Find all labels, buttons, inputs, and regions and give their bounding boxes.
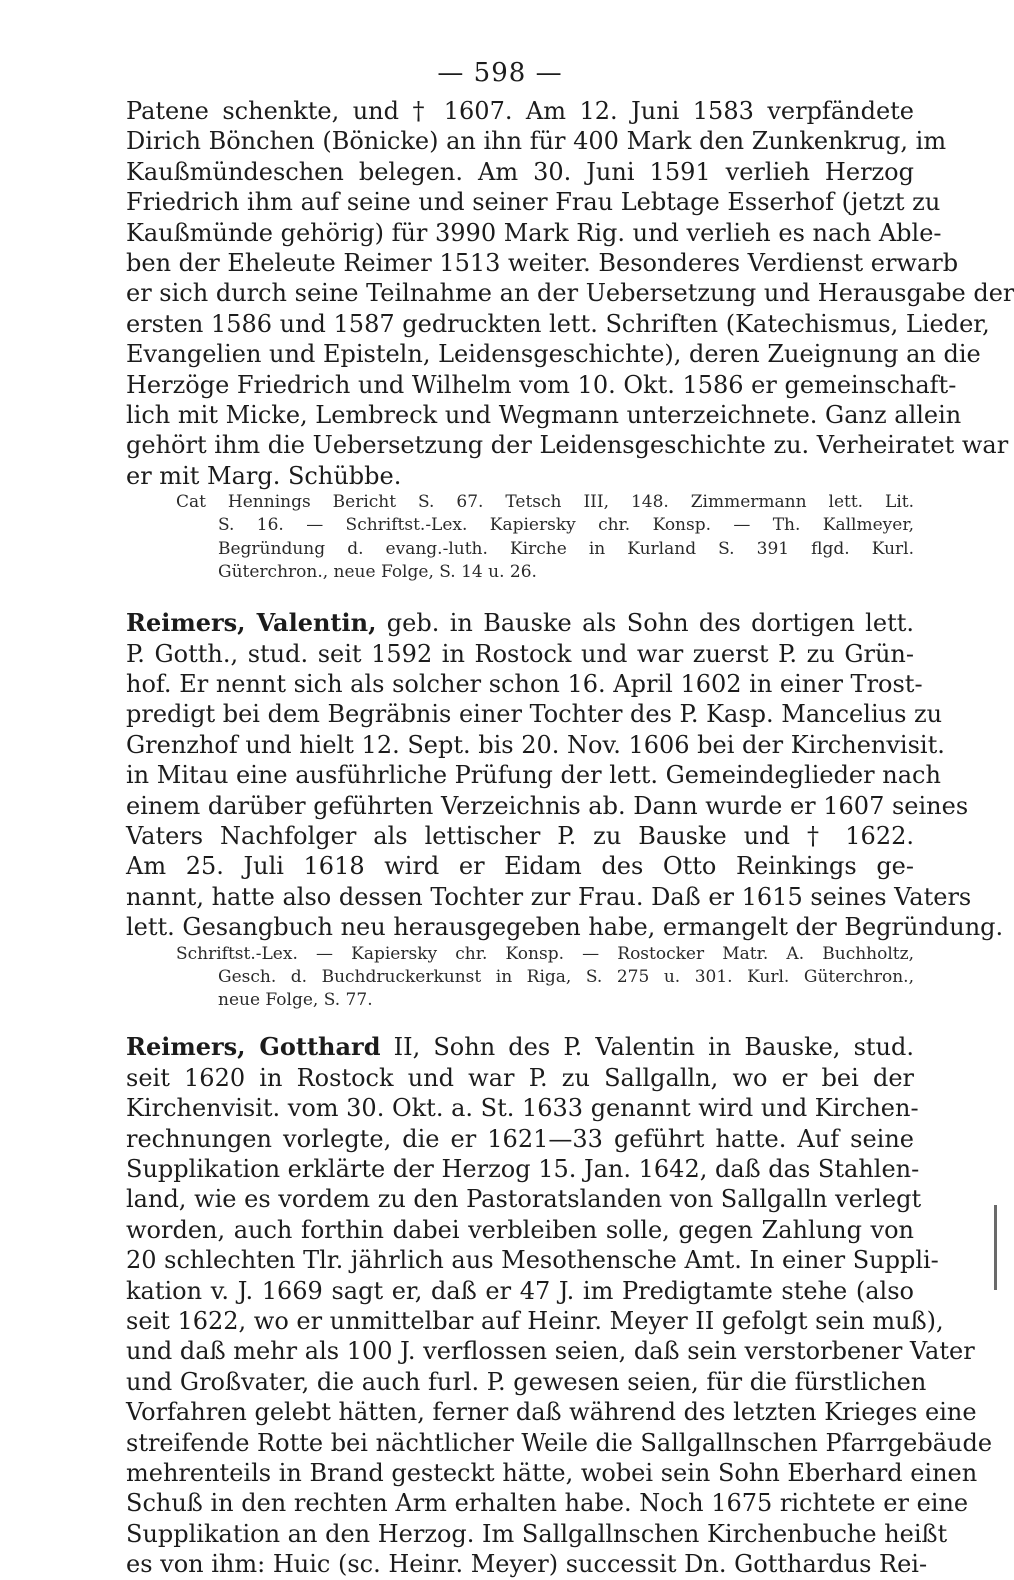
source-line: Cat Hennings Bericht S. 67. Tetsch III, 148. Zimmermann lett. Lit. bbox=[176, 492, 914, 513]
page-number: — 598 — bbox=[437, 58, 563, 88]
text-line: Schuß in den rechten Arm erhalten habe. Noch 1675 richtete er eine bbox=[126, 1489, 969, 1518]
text-line: und Großvater, die auch furl. P. gewesen seien, für die fürstlichen bbox=[126, 1367, 927, 1396]
text-line: hof. Er nennt sich als solcher schon 16. April 1602 in einer Trost- bbox=[126, 670, 923, 699]
entry-first-text: geb. in Bauske als Sohn des dortigen lett. bbox=[376, 609, 914, 638]
text-line: er mit Marg. Schübbe. bbox=[126, 461, 402, 490]
text-line: in Mitau eine ausführliche Prüfung der lett. Gemeindeglieder nach bbox=[126, 761, 941, 790]
text-line: predigt bei dem Begräbnis einer Tochter des P. Kasp. Mancelius zu bbox=[126, 700, 943, 729]
text-line: gehört ihm die Uebersetzung der Leidensgeschichte zu. Verheiratet war bbox=[126, 431, 1009, 460]
text-line: lich mit Micke, Lembreck und Wegmann unterzeichnete. Ganz allein bbox=[126, 400, 962, 429]
text-line: es von ihm: Huic (sc. Heinr. Meyer) successit Dn. Gotthardus Rei- bbox=[126, 1550, 928, 1579]
text-line: Kaußmünde gehörig) für 3990 Mark Rig. und verlieh es nach Able- bbox=[126, 218, 942, 247]
text-line: Vaters Nachfolger als lettischer P. zu Bauske und † 1622. bbox=[126, 822, 914, 850]
text-line: streifende Rotte bei nächtlicher Weile die Sallgallnschen Pfarrgebäude bbox=[126, 1428, 993, 1457]
body-text bbox=[126, 96, 1014, 1579]
source-references bbox=[126, 491, 914, 584]
entry-reimers-gotthard bbox=[126, 1032, 993, 1579]
text-line: rechnungen vorlegte, die er 1621—33 geführt hatte. Auf seine bbox=[126, 1124, 914, 1153]
text-line: Evangelien und Episteln, Leidensgeschichte), deren Zueignung an die bbox=[126, 340, 981, 369]
text-line: mehrenteils in Brand gesteckt hätte, wobei sein Sohn Eberhard einen bbox=[126, 1458, 978, 1487]
source-line: Begründung d. evang.-luth. Kirche in Kurland S. 391 flgd. Kurl. bbox=[218, 538, 914, 559]
entry-first-line bbox=[126, 1032, 914, 1062]
text-line: Kirchenvisit. vom 30. Okt. a. St. 1633 genannt wird und Kirchen- bbox=[126, 1094, 919, 1123]
text-line: Vorfahren gelebt hätten, ferner daß während des letzten Krieges eine bbox=[126, 1398, 977, 1427]
text-line: 20 schlechten Tlr. jährlich aus Mesothensche Amt. In einer Suppli- bbox=[126, 1246, 939, 1275]
entry-first-text: II, Sohn des P. Valentin in Bauske, stud. bbox=[380, 1033, 914, 1062]
source-line: Güterchron., neue Folge, S. 14 u. 26. bbox=[218, 561, 537, 582]
entry-reimer-continued bbox=[126, 96, 1014, 584]
text-line: worden, auch forthin dabei verbleiben solle, gegen Zahlung von bbox=[126, 1215, 914, 1244]
source-line: S. 16. — Schriftst.-Lex. Kapiersky chr. Konsp. — Th. Kallmeyer, bbox=[218, 515, 914, 536]
text-line: Kaußmündeschen belegen. Am 30. Juni 1591 verlieh Herzog bbox=[126, 157, 914, 186]
text-line: lett. Gesangbuch neu herausgegeben habe, ermangelt der Begründung. bbox=[126, 913, 1004, 942]
text-line: P. Gotth., stud. seit 1592 in Rostock und war zuerst P. zu Grün- bbox=[126, 639, 914, 668]
entry-headword: Reimers, Gotthard bbox=[126, 1032, 381, 1062]
text-line: seit 1622, wo er unmittelbar auf Heinr. Meyer II gefolgt sein muß), bbox=[126, 1306, 944, 1335]
text-line: kation v. J. 1669 sagt er, daß er 47 J. im Predigtamte stehe (also bbox=[126, 1276, 914, 1305]
entry-reimers-valentin bbox=[126, 608, 1004, 1012]
source-line: Gesch. d. Buchdruckerkunst in Riga, S. 275 u. 301. Kurl. Güterchron., bbox=[218, 966, 914, 987]
spacer bbox=[126, 584, 914, 608]
text-line: Patene schenkte, und † 1607. Am 12. Juni 1583 verpfändete bbox=[126, 97, 914, 125]
text-line: Friedrich ihm auf seine und seiner Frau Lebtage Esserhof (jetzt zu bbox=[126, 188, 941, 217]
source-references bbox=[126, 943, 914, 1013]
text-line: einem darüber geführten Verzeichnis ab. Dann wurde er 1607 seines bbox=[126, 791, 969, 820]
text-line: ersten 1586 und 1587 gedruckten lett. Schriften (Katechismus, Lieder, bbox=[126, 309, 990, 338]
text-line: Dirich Bönchen (Bönicke) an ihn für 400 Mark den Zunkenkrug, im bbox=[126, 127, 947, 156]
entry-first-line bbox=[126, 608, 914, 638]
scan-edge-mark bbox=[994, 1205, 997, 1290]
text-line: land, wie es vordem zu den Pastoratslanden von Sallgalln verlegt bbox=[126, 1185, 922, 1214]
text-line: Supplikation erklärte der Herzog 15. Jan. 1642, daß das Stahlen- bbox=[126, 1155, 920, 1184]
text-line: und daß mehr als 100 J. verflossen seien, daß sein verstorbener Vater bbox=[126, 1337, 975, 1366]
text-line: Am 25. Juli 1618 wird er Eidam des Otto Reinkings ge- bbox=[126, 852, 914, 881]
entry-headword: Reimers, Valentin, bbox=[126, 608, 377, 638]
text-line: nannt, hatte also dessen Tochter zur Frau. Daß er 1615 seines Vaters bbox=[126, 882, 972, 911]
source-line: Schriftst.-Lex. — Kapiersky chr. Konsp. — Rostocker Matr. A. Buchholtz, bbox=[176, 943, 914, 964]
text-line: er sich durch seine Teilnahme an der Uebersetzung und Herausgabe der bbox=[126, 279, 1014, 308]
source-line: neue Folge, S. 77. bbox=[218, 990, 373, 1011]
text-line: Grenzhof und hielt 12. Sept. bis 20. Nov. 1606 bei der Kirchenvisit. bbox=[126, 730, 945, 759]
text-line: Herzöge Friedrich und Wilhelm vom 10. Okt. 1586 er gemeinschaft- bbox=[126, 370, 957, 399]
text-line: seit 1620 in Rostock und war P. zu Sallgalln, wo er bei der bbox=[126, 1063, 914, 1092]
text-line: Supplikation an den Herzog. Im Sallgallnschen Kirchenbuche heißt bbox=[126, 1519, 948, 1548]
spacer bbox=[126, 1012, 914, 1032]
text-line: ben der Eheleute Reimer 1513 weiter. Besonderes Verdienst erwarb bbox=[126, 248, 959, 277]
